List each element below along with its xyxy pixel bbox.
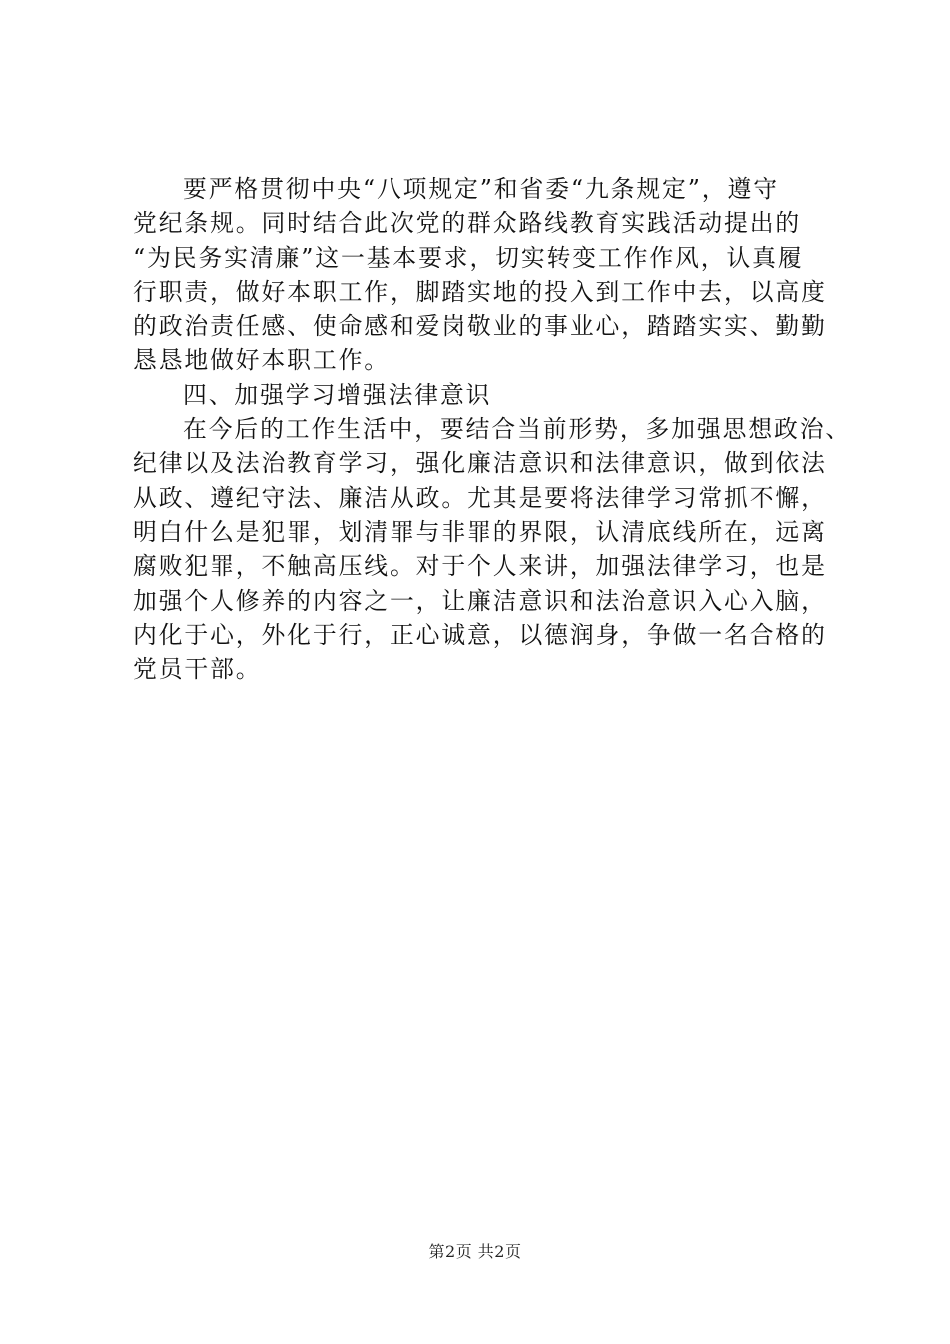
page-number-footer: 第2页 共2页 [428, 1242, 522, 1261]
paragraph-line: 在今后的工作生活中，要结合当前形势，多加强思想政治、 [183, 415, 852, 444]
paragraph-line: 的政治责任感、使命感和爱岗敬业的事业心，踏踏实实、勤勤 [133, 312, 827, 341]
paragraph-line: 腐败犯罪，不触高压线。对于个人来讲，加强法律学习，也是 [133, 552, 827, 581]
paragraph-line: 从政、遵纪守法、廉洁从政。尤其是要将法律学习常抓不懈， [133, 483, 827, 512]
paragraph-line: 恳恳地做好本职工作。 [133, 346, 390, 375]
paragraph-line: 行职责，做好本职工作，脚踏实地的投入到工作中去，以高度 [133, 277, 827, 306]
section-heading: 四、加强学习增强法律意识 [183, 380, 492, 409]
paragraph-line: 要严格贯彻中央“八项规定”和省委“九条规定”，遵守 [183, 175, 779, 203]
paragraph-line: 纪律以及法治教育学习，强化廉洁意识和法律意识，做到依法 [133, 449, 827, 478]
paragraph-line: 党纪条规。同时结合此次党的群众路线教育实践活动提出的 [133, 209, 802, 238]
paragraph-line: “为民务实清廉”这一基本要求，切实转变工作作风，认真履 [133, 243, 804, 272]
document-body [133, 172, 852, 686]
paragraph-line: 内化于心，外化于行，正心诚意，以德润身，争做一名合格的 [133, 620, 827, 649]
paragraph-line: 明白什么是犯罪，划清罪与非罪的界限，认清底线所在，远离 [133, 517, 827, 546]
paragraph-line: 党员干部。 [133, 655, 262, 684]
paragraph-line: 加强个人修养的内容之一，让廉洁意识和法治意识入心入脑， [133, 586, 827, 615]
